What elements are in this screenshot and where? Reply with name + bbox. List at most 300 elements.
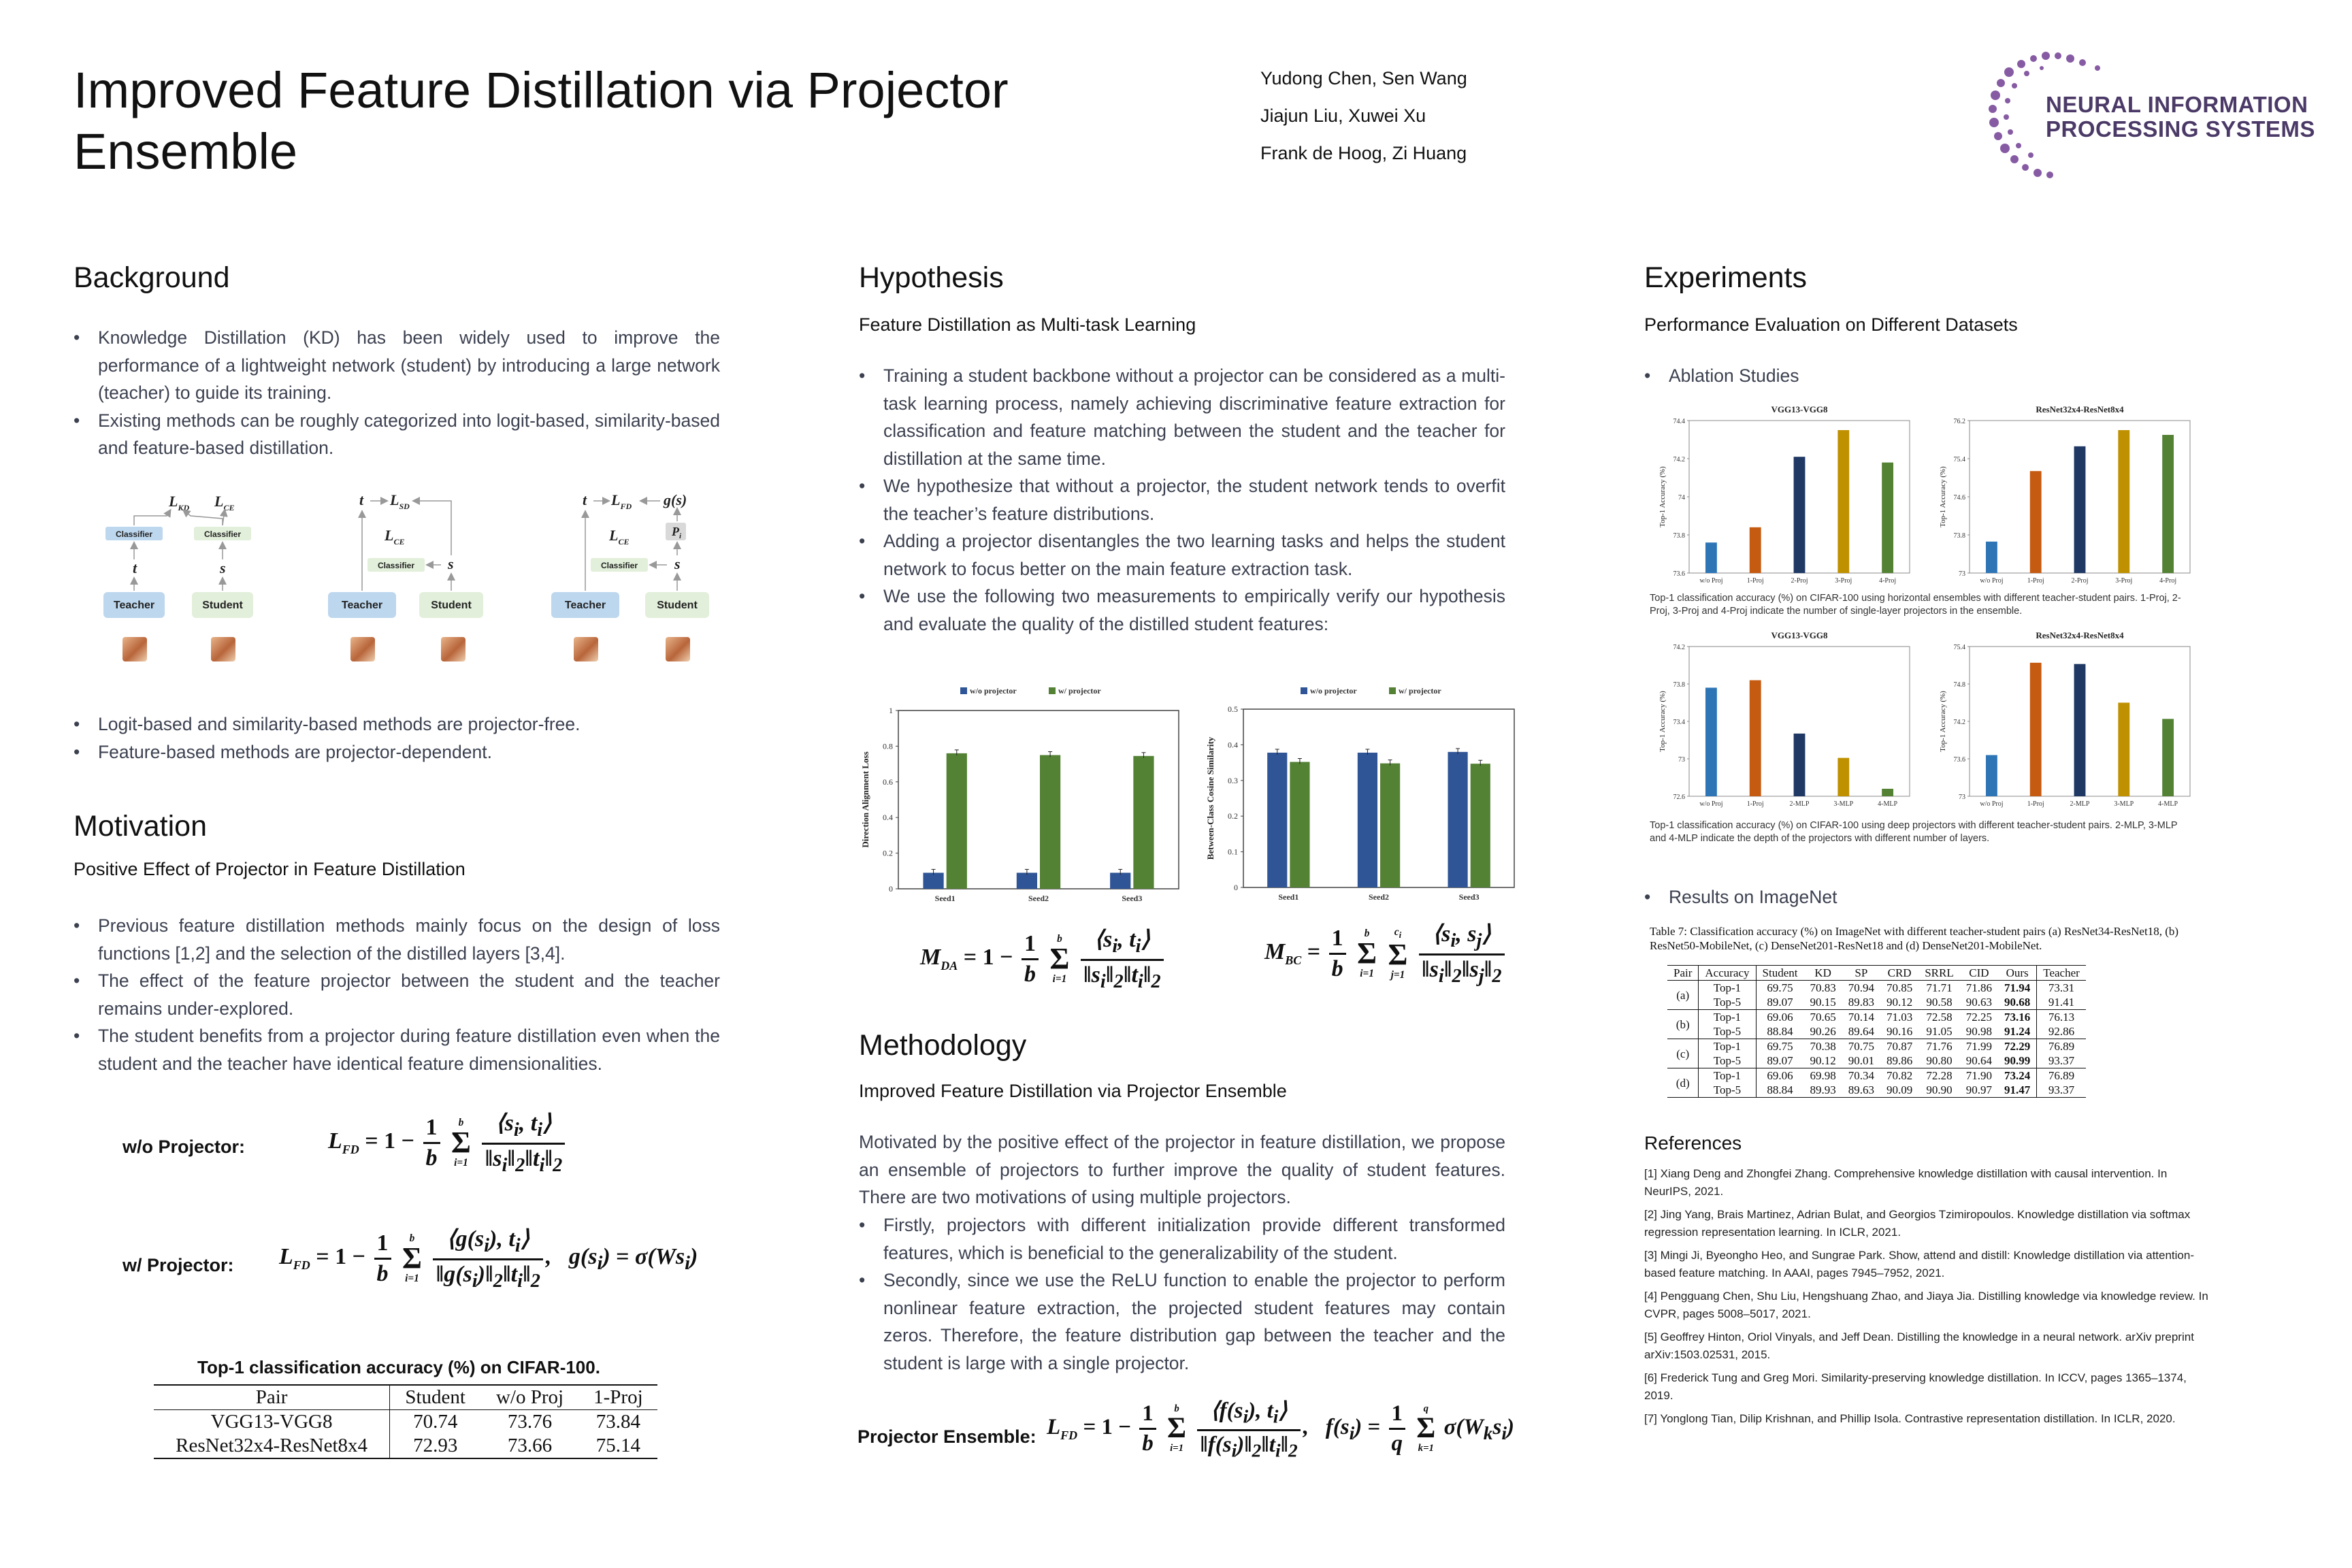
ablation-bullet bbox=[1644, 362, 2189, 390]
bar bbox=[1986, 755, 1997, 797]
y-tick-label: 74.2 bbox=[1953, 719, 1965, 726]
bar bbox=[1705, 688, 1717, 797]
l-kd-symbol: $L_{KD}$ bbox=[169, 493, 190, 512]
author-line: Jiajun Liu, Xuwei Xu bbox=[1260, 105, 1426, 126]
table-header: Student bbox=[390, 1385, 481, 1410]
table-cell: Top-1 bbox=[1699, 1010, 1756, 1025]
x-tick-label: Seed1 bbox=[934, 894, 956, 903]
w-projector-label: w/ Projector: bbox=[122, 1255, 234, 1275]
horizontal-ensemble-vgg-chart bbox=[1647, 402, 1919, 592]
table-header: SRRL bbox=[1918, 966, 1960, 981]
x-tick-label: Seed2 bbox=[1028, 894, 1049, 903]
x-tick-label: w/o Proj bbox=[1699, 577, 1723, 585]
x-tick-label: 2-Proj bbox=[2071, 577, 2089, 585]
bar bbox=[1110, 872, 1130, 889]
y-tick-label: 73 bbox=[1959, 794, 1965, 801]
motivation-subheading: Positive Effect of Projector in Feature Distillation bbox=[74, 859, 466, 879]
reference-item: [4] Pengguang Chen, Shu Liu, Hengshuang Zhao, and Jiaya Jia. Distilling knowledge via knowledge review. In CVPR, pages 5008–5017, 2021. bbox=[1644, 1290, 2208, 1320]
table-cell: Top-5 bbox=[1699, 995, 1756, 1010]
classifier-label: Classifier bbox=[600, 561, 638, 570]
chart-title: ResNet32x4-ResNet8x4 bbox=[2036, 404, 2124, 414]
l-ce-symbol: $L_{CE}$ bbox=[609, 527, 630, 546]
table-cell: 70.85 bbox=[1886, 981, 1913, 994]
table-cell: 92.86 bbox=[2037, 1024, 2086, 1039]
mda-equation: $M_{DA} = 1$ − $\frac{1}{b}$ b Σ i=1 $\frac{⟨s_i, t_i⟩}{‖s_i‖_2‖t_i‖_2}$ bbox=[920, 926, 1166, 993]
y-tick-label: 0.2 bbox=[1228, 811, 1238, 821]
list-item: • Feature-based methods are projector-dependent. bbox=[74, 738, 720, 766]
bar bbox=[1794, 457, 1806, 573]
table-cell: 89.93 bbox=[1803, 1083, 1842, 1098]
reference-item: [5] Geoffrey Hinton, Oriol Vinyals, and Jeff Dean. Distilling the knowledge in a neural network. arXiv preprint arXiv:1503.02531, 2015. bbox=[1644, 1330, 2194, 1361]
chart-title: ResNet32x4-ResNet8x4 bbox=[2036, 630, 2124, 640]
y-tick-label: 0.4 bbox=[883, 813, 893, 823]
table-row bbox=[1667, 1039, 2086, 1054]
y-tick-label: 74.8 bbox=[1953, 681, 1965, 689]
x-tick-label: Seed3 bbox=[1458, 892, 1480, 902]
table-header: Accuracy bbox=[1699, 966, 1756, 981]
table-header: Pair bbox=[154, 1385, 390, 1410]
table-cell: 93.37 bbox=[2037, 1054, 2086, 1068]
list-item: • Logit-based and similarity-based methods are projector-free. bbox=[74, 710, 720, 738]
methodology-intro: Motivated by the positive effect of the projector in feature distillation, we propose an ensemble of projectors to further improve the quality of student features. There are two motivations of using multiple projectors. bbox=[859, 1132, 1505, 1207]
table-cell: 70.83 bbox=[1810, 981, 1836, 994]
neurips-logo bbox=[1974, 44, 2328, 186]
table-header: Teacher bbox=[2037, 966, 2086, 981]
table-cell: 71.71 bbox=[1926, 981, 1953, 994]
background-heading: Background bbox=[74, 261, 230, 294]
w-projector-equation: $L_{FD} = 1$ − $\frac{1}{b}$ b Σ i=1 $\frac{⟨g(s_i), t_i⟩}{‖g(s_i)‖_2‖t_i‖_2}$ , $g(s_i) = \sigma(Ws_i)$ bbox=[279, 1226, 698, 1292]
cifar-table-title: Top-1 classification accuracy (%) on CIFAR-100. bbox=[197, 1357, 600, 1377]
chart-title: VGG13-VGG8 bbox=[1771, 630, 1828, 640]
table-cell: 90.26 bbox=[1803, 1024, 1842, 1039]
ablation-caption-2: Top-1 classification accuracy (%) on CIFAR-100 using deep projectors with different teacher-student pairs. 2-MLP, 3-MLP and 4-MLP indicate the depth of the projectors with different number of layers. bbox=[1650, 820, 2178, 844]
input-image-icon bbox=[122, 637, 147, 662]
y-tick-label: 74.2 bbox=[1673, 456, 1685, 463]
x-tick-label: 4-Proj bbox=[1879, 577, 1897, 585]
x-tick-label: 1-Proj bbox=[2027, 577, 2044, 585]
bar bbox=[2074, 664, 2086, 796]
table-cell: 91.47 bbox=[1998, 1083, 2037, 1098]
table-cell: 93.37 bbox=[2037, 1083, 2086, 1098]
list-item: • Knowledge Distillation (KD) has been widely used to improve the performance of a lightweight network (student) by introducing a large network (teacher) to guide its training. bbox=[74, 324, 720, 407]
y-tick-label: 74.4 bbox=[1673, 418, 1685, 425]
table-header: KD bbox=[1803, 966, 1842, 981]
teacher-label: Teacher bbox=[564, 600, 606, 611]
table-cell: 71.86 bbox=[1965, 981, 1992, 994]
table-row bbox=[1667, 1010, 2086, 1025]
table-cell: (d) bbox=[1667, 1068, 1699, 1098]
table-header: w/o Proj bbox=[480, 1385, 579, 1410]
legend-swatch bbox=[960, 687, 967, 694]
table-cell: 90.97 bbox=[1960, 1083, 1998, 1098]
x-tick-label: 4-MLP bbox=[1878, 800, 1898, 808]
bar bbox=[1471, 764, 1490, 887]
direction-alignment-chart bbox=[859, 681, 1186, 912]
table-cell: 90.12 bbox=[1880, 995, 1918, 1010]
x-tick-label: 2-MLP bbox=[1789, 800, 1810, 808]
list-item: • We use the following two measurements to empirically verify our hypothesis and evaluate the quality of the distilled student features: bbox=[859, 583, 1505, 638]
list-item: • Adding a projector disentangles the two learning tasks and helps the student network to focus better on the main feature extraction task. bbox=[859, 527, 1505, 583]
s-symbol: s bbox=[220, 559, 226, 576]
y-axis-label: Top-1 Accuracy (%) bbox=[1659, 691, 1667, 752]
l-sd-symbol: $L_{SD}$ bbox=[390, 491, 410, 511]
table-cell: 90.98 bbox=[1960, 1024, 1998, 1039]
table-row bbox=[1667, 995, 2086, 1010]
list-item: • Ablation Studies bbox=[1644, 362, 2189, 390]
logo-text: NEURAL INFORMATION PROCESSING SYSTEMS bbox=[2046, 92, 2315, 142]
table-cell: 70.75 bbox=[1848, 1040, 1874, 1053]
table-cell: 72.25 bbox=[1965, 1011, 1992, 1024]
bar bbox=[2162, 435, 2174, 573]
reference-list bbox=[1644, 1165, 2209, 1433]
table-cell: 88.84 bbox=[1756, 1024, 1803, 1039]
table-row bbox=[1667, 981, 2086, 996]
motivation-bullets bbox=[74, 912, 720, 1077]
list-item: • Previous feature distillation methods mainly focus on the design of loss functions [1,2] and the selection of the distilled layers [3,4]. bbox=[74, 912, 720, 967]
author-line: Frank de Hoog, Zi Huang bbox=[1260, 143, 1467, 163]
table-cell: Top-5 bbox=[1699, 1024, 1756, 1039]
table-cell: 89.86 bbox=[1880, 1054, 1918, 1068]
background-bullets bbox=[74, 324, 720, 462]
table-cell: 70.94 bbox=[1848, 981, 1874, 994]
y-tick-label: 73.6 bbox=[1673, 570, 1685, 578]
s-symbol: s bbox=[674, 555, 681, 572]
bar bbox=[1017, 872, 1037, 889]
cifar-accuracy-table bbox=[154, 1384, 657, 1459]
student-label: Student bbox=[657, 600, 698, 611]
y-tick-label: 0 bbox=[889, 884, 893, 894]
table-cell: (c) bbox=[1667, 1039, 1699, 1068]
table-cell: 89.83 bbox=[1842, 995, 1880, 1010]
background-bullets-2 bbox=[74, 710, 720, 766]
table-row bbox=[1667, 1068, 2086, 1083]
x-tick-label: 1-Proj bbox=[1746, 800, 1764, 808]
y-tick-label: 75.4 bbox=[1953, 644, 1965, 651]
poster-title: Improved Feature Distillation via Projector Ensemble bbox=[74, 62, 1009, 180]
teacher-label: Teacher bbox=[341, 600, 383, 611]
t-symbol: t bbox=[133, 559, 137, 576]
y-tick-label: 74.2 bbox=[1673, 644, 1685, 651]
table-cell: 90.15 bbox=[1803, 995, 1842, 1010]
table-cell: 69.75 bbox=[1767, 1040, 1793, 1053]
projector-ensemble-label: Projector Ensemble: bbox=[858, 1426, 1036, 1447]
t-symbol: t bbox=[359, 491, 364, 508]
x-tick-label: 3-Proj bbox=[1835, 577, 1852, 585]
table-cell: 90.68 bbox=[1998, 995, 2037, 1010]
y-tick-label: 0.3 bbox=[1228, 775, 1238, 785]
y-tick-label: 74.6 bbox=[1953, 494, 1965, 502]
legend-swatch bbox=[1049, 687, 1056, 694]
bar bbox=[2162, 719, 2174, 796]
bar bbox=[1794, 734, 1806, 796]
table-row bbox=[1667, 1054, 2086, 1068]
table-cell: 90.90 bbox=[1918, 1083, 1960, 1098]
table-cell: 70.87 bbox=[1886, 1040, 1913, 1053]
table-cell: 90.64 bbox=[1960, 1054, 1998, 1068]
table-cell: 91.24 bbox=[1998, 1024, 2037, 1039]
y-tick-label: 73.8 bbox=[1673, 532, 1685, 540]
wo-projector-equation: $L_{FD} = 1$ − $\frac{1}{b}$ b Σ i=1 $\frac{⟨s_i, t_i⟩}{‖s_i‖_2‖t_i‖_2}$ bbox=[328, 1109, 568, 1177]
deep-projector-vgg-chart bbox=[1647, 627, 1919, 815]
y-axis-label: Top-1 Accuracy (%) bbox=[1659, 466, 1667, 527]
y-axis-label: Top-1 Accuracy (%) bbox=[1939, 466, 1947, 527]
table-cell: 69.06 bbox=[1767, 1011, 1793, 1024]
table-cell: 76.89 bbox=[2048, 1040, 2075, 1053]
list-item: • Results on ImageNet bbox=[1644, 883, 2189, 911]
bar bbox=[1986, 542, 1997, 573]
x-tick-label: 4-Proj bbox=[2159, 577, 2177, 585]
hypothesis-subheading: Feature Distillation as Multi-task Learning bbox=[859, 314, 1196, 335]
x-tick-label: 3-MLP bbox=[1833, 800, 1854, 808]
x-tick-label: Seed3 bbox=[1122, 894, 1143, 903]
s-symbol: s bbox=[448, 555, 454, 572]
table-cell: 90.58 bbox=[1918, 995, 1960, 1010]
reference-item: [6] Frederick Tung and Greg Mori. Similarity-preserving knowledge distillation. In ICCV, pages 1365–1374, 2019. bbox=[1644, 1371, 2187, 1402]
table-cell: 90.16 bbox=[1880, 1024, 1918, 1039]
table-cell: 71.03 bbox=[1886, 1011, 1913, 1024]
classifier-label: Classifier bbox=[115, 529, 153, 539]
bar bbox=[1838, 430, 1849, 573]
table-cell: 70.38 bbox=[1810, 1040, 1836, 1053]
y-tick-label: 73 bbox=[1678, 756, 1685, 764]
reference-item: [2] Jing Yang, Brais Martinez, Adrian Bulat, and Georgios Tzimiropoulos. Knowledge distillation via softmax regression representation learning. In ICLR, 2021. bbox=[1644, 1208, 2191, 1239]
input-image-icon bbox=[441, 637, 466, 662]
y-tick-label: 0.2 bbox=[883, 848, 893, 858]
x-tick-label: 1-Proj bbox=[1746, 577, 1764, 585]
kd-methods-diagram bbox=[95, 485, 721, 668]
table-cell: 72.28 bbox=[1926, 1069, 1953, 1082]
y-axis-label: Between-Class Cosine Similarity bbox=[1205, 736, 1215, 860]
table-cell: (b) bbox=[1667, 1010, 1699, 1039]
list-item: • We hypothesize that without a projector, the student network tends to overfit the teacher’s feature distributions. bbox=[859, 472, 1505, 527]
bar bbox=[1750, 527, 1761, 573]
table-header-row bbox=[1667, 966, 2086, 981]
table-cell: 90.09 bbox=[1880, 1083, 1918, 1098]
x-tick-label: 4-MLP bbox=[2158, 800, 2178, 808]
x-tick-label: 3-MLP bbox=[2114, 800, 2134, 808]
y-axis-label: Direction Alignment Loss bbox=[860, 751, 870, 848]
y-tick-label: 0.1 bbox=[1228, 847, 1238, 857]
y-tick-label: 76.2 bbox=[1953, 418, 1965, 425]
x-tick-label: 2-Proj bbox=[1791, 577, 1808, 585]
teacher-label: Teacher bbox=[113, 600, 155, 611]
horizontal-ensemble-resnet-chart bbox=[1927, 402, 2200, 592]
input-image-icon bbox=[211, 637, 235, 662]
deep-projector-resnet-chart bbox=[1927, 627, 2200, 815]
y-tick-label: 73.6 bbox=[1953, 756, 1965, 764]
between-class-similarity-chart bbox=[1201, 681, 1521, 912]
x-tick-label: 3-Proj bbox=[2115, 577, 2133, 585]
y-tick-label: 74 bbox=[1678, 494, 1685, 502]
table-cell: 69.98 bbox=[1810, 1069, 1836, 1082]
table-cell: 73.31 bbox=[2048, 981, 2075, 994]
motivation-heading: Motivation bbox=[74, 810, 207, 843]
bar bbox=[947, 753, 967, 889]
methodology-subheading: Improved Feature Distillation via Projector Ensemble bbox=[859, 1081, 1287, 1101]
student-label: Student bbox=[431, 600, 472, 611]
bar bbox=[2118, 430, 2129, 573]
legend-swatch bbox=[1301, 687, 1307, 694]
table-header: 1-Proj bbox=[579, 1385, 657, 1410]
bar bbox=[923, 872, 943, 889]
table-header: Pair bbox=[1667, 966, 1699, 981]
table-cell: 88.84 bbox=[1756, 1083, 1803, 1098]
experiments-heading: Experiments bbox=[1644, 261, 1807, 294]
hypothesis-heading: Hypothesis bbox=[859, 261, 1004, 294]
table-cell: 90.99 bbox=[1998, 1054, 2037, 1068]
l-ce-symbol: $L_{CE}$ bbox=[214, 493, 235, 512]
legend-label: w/o projector bbox=[1310, 686, 1357, 696]
bar bbox=[2074, 446, 2086, 573]
x-tick-label: 2-MLP bbox=[2070, 800, 2090, 808]
table-cell: 70.65 bbox=[1810, 1011, 1836, 1024]
list-item: • The student benefits from a projector during feature distillation even when the student and the teacher have identical feature dimensionalities. bbox=[74, 1022, 720, 1077]
table-cell: 89.64 bbox=[1842, 1024, 1880, 1039]
x-tick-label: w/o Proj bbox=[1699, 800, 1723, 808]
x-tick-label: w/o Proj bbox=[1980, 577, 2004, 585]
table-header: CID bbox=[1960, 966, 1998, 981]
hypothesis-bullets bbox=[859, 362, 1505, 638]
table-row bbox=[1667, 1024, 2086, 1039]
table-cell: 69.75 bbox=[1767, 981, 1793, 994]
table-cell: Top-1 bbox=[1699, 1039, 1756, 1054]
bar bbox=[1448, 752, 1467, 887]
projector-symbol: $P_i$ bbox=[672, 525, 682, 540]
table-row: VGG13-VGG8 70.74 73.76 73.84 bbox=[154, 1410, 657, 1435]
table-cell: 89.07 bbox=[1756, 995, 1803, 1010]
bar bbox=[1882, 463, 1893, 573]
experiments-subheading: Performance Evaluation on Different Datasets bbox=[1644, 314, 2018, 335]
references-heading: References bbox=[1644, 1132, 1742, 1154]
y-axis-label: Top-1 Accuracy (%) bbox=[1939, 691, 1947, 752]
bar bbox=[2030, 471, 2042, 573]
table-cell: 90.01 bbox=[1842, 1054, 1880, 1068]
table-row: ResNet32x4-ResNet8x4 72.93 73.66 75.14 bbox=[154, 1434, 657, 1458]
methodology-bullets bbox=[859, 1211, 1505, 1377]
wo-projector-label: w/o Projector: bbox=[122, 1137, 246, 1157]
table-cell: 90.12 bbox=[1803, 1054, 1842, 1068]
table-cell: 71.76 bbox=[1926, 1040, 1953, 1053]
x-tick-label: w/o Proj bbox=[1980, 800, 2004, 808]
table-cell: Top-1 bbox=[1699, 1068, 1756, 1083]
bar bbox=[1358, 753, 1377, 887]
legend-label: w/ projector bbox=[1399, 686, 1441, 696]
table-cell: 73.16 bbox=[1998, 1010, 2037, 1025]
y-tick-label: 73.8 bbox=[1673, 681, 1685, 689]
bar bbox=[1040, 755, 1060, 889]
y-tick-label: 0.5 bbox=[1228, 704, 1238, 714]
l-ce-symbol: $L_{CE}$ bbox=[385, 527, 405, 546]
bar bbox=[1380, 764, 1400, 887]
methodology-heading: Methodology bbox=[859, 1029, 1027, 1062]
table-cell: 71.99 bbox=[1965, 1040, 1992, 1053]
y-tick-label: 0.8 bbox=[883, 741, 893, 751]
table-cell: 70.14 bbox=[1848, 1011, 1874, 1024]
bar bbox=[1133, 756, 1154, 889]
list-item: • Secondly, since we use the ReLU function to enable the projector to perform nonlinear feature extraction, the projected student features may contain zeros. Therefore, the feature distribution gap between the teacher and the student is large with a single projector. bbox=[859, 1267, 1505, 1377]
reference-item: [1] Xiang Deng and Zhongfei Zhang. Comprehensive knowledge distillation with causal intervention. In NeurIPS, 2021. bbox=[1644, 1167, 2168, 1198]
input-image-icon bbox=[574, 637, 598, 662]
classifier-label: Classifier bbox=[203, 529, 242, 539]
table-header: CRD bbox=[1880, 966, 1918, 981]
imagenet-results-table bbox=[1667, 965, 2086, 1098]
y-tick-label: 75.4 bbox=[1953, 456, 1965, 463]
bar bbox=[1838, 758, 1849, 796]
imagenet-bullet bbox=[1644, 883, 2189, 911]
table-cell: 89.07 bbox=[1756, 1054, 1803, 1068]
table-header: Student bbox=[1756, 966, 1803, 981]
legend-swatch bbox=[1389, 687, 1396, 694]
table-cell: 90.63 bbox=[1960, 995, 1998, 1010]
chart-title: VGG13-VGG8 bbox=[1771, 404, 1828, 414]
l-fd-symbol: $L_{FD}$ bbox=[611, 491, 632, 511]
x-tick-label: Seed2 bbox=[1369, 892, 1389, 902]
table-cell: 91.41 bbox=[2037, 995, 2086, 1010]
student-label: Student bbox=[202, 600, 243, 611]
bar bbox=[1705, 542, 1717, 573]
list-item: • The effect of the feature projector between the student and the teacher remains under-explored. bbox=[74, 967, 720, 1022]
bar bbox=[1750, 681, 1761, 797]
t-symbol: t bbox=[583, 491, 587, 508]
bar bbox=[2118, 703, 2129, 797]
table-cell: Top-1 bbox=[1699, 981, 1756, 996]
table-cell: 76.89 bbox=[2048, 1069, 2075, 1082]
table-cell: 71.90 bbox=[1965, 1069, 1992, 1082]
input-image-icon bbox=[666, 637, 690, 662]
reference-item: [7] Yonglong Tian, Dilip Krishnan, and Phillip Isola. Contrastive representation distillation. In ICLR, 2020. bbox=[1644, 1412, 2176, 1425]
y-tick-label: 73.4 bbox=[1673, 719, 1685, 726]
y-tick-label: 1 bbox=[889, 706, 893, 715]
input-image-icon bbox=[350, 637, 375, 662]
list-item: • Training a student backbone without a projector can be considered as a multi-task learning process, namely achieving discriminative feature extraction for classification and feature matching between the student and the teacher for distillation at the same time. bbox=[859, 362, 1505, 472]
table-cell: 70.82 bbox=[1886, 1069, 1913, 1082]
y-tick-label: 73 bbox=[1959, 570, 1965, 578]
list-item: • Existing methods can be roughly categorized into logit-based, similarity-based and feature-based distillation. bbox=[74, 407, 720, 462]
y-tick-label: 73.8 bbox=[1953, 532, 1965, 540]
mbc-equation: $M_{BC}$ = $\frac{1}{b}$ b Σ i=1 $c_i$ Σ j=1 $\frac{⟨s_i, s_j⟩}{‖s_i‖_2‖s_j‖_2}$ bbox=[1264, 920, 1507, 987]
table-cell: 90.80 bbox=[1918, 1054, 1960, 1068]
table-cell: 76.13 bbox=[2048, 1011, 2075, 1024]
table-cell: (a) bbox=[1667, 981, 1699, 1010]
table7-caption: Table 7: Classification accuracy (%) on ImageNet with different teacher-student pairs (a) ResNet34-ResNet18, (b) ResNet50-MobileNet, (c) DenseNet201-ResNet18 and (d) DenseNet201-MobileNet. bbox=[1650, 925, 2179, 952]
author-list bbox=[1260, 60, 1467, 172]
bar bbox=[1290, 762, 1309, 887]
y-tick-label: 0 bbox=[1234, 883, 1238, 892]
projector-ensemble-equation: $L_{FD} = 1$ − $\frac{1}{b}$ b Σ i=1 $\frac{⟨f(s_i), t_i⟩}{‖f(s_i)‖_2‖t_i‖_2}$ , $f(s_i)$ = $\frac{1}{q}$ q Σ k=1 $\sigma(W_ks_i)$ bbox=[1047, 1399, 1514, 1461]
y-tick-label: 0.4 bbox=[1228, 740, 1238, 750]
bar bbox=[2030, 663, 2042, 796]
table-header: SP bbox=[1842, 966, 1880, 981]
table-cell: 72.58 bbox=[1926, 1011, 1953, 1024]
bar bbox=[1882, 789, 1893, 796]
table-cell: Top-5 bbox=[1699, 1083, 1756, 1098]
legend-label: w/o projector bbox=[970, 686, 1017, 696]
table-cell: Top-5 bbox=[1699, 1054, 1756, 1068]
table-cell: 73.24 bbox=[1998, 1068, 2037, 1083]
table-row bbox=[1667, 1083, 2086, 1098]
reference-item: [3] Mingi Ji, Byeongho Heo, and Sungrae Park. Show, attend and distill: Knowledge distillation via attention-based feature matching. In AAAI, pages 7945–7952, 2021. bbox=[1644, 1249, 2194, 1279]
legend-label: w/ projector bbox=[1058, 686, 1101, 696]
bar bbox=[1267, 753, 1287, 887]
table-cell: 91.05 bbox=[1918, 1024, 1960, 1039]
table-header: Ours bbox=[1998, 966, 2037, 981]
gs-symbol: g(s) bbox=[664, 491, 687, 508]
list-item: • Firstly, projectors with different initialization provide different transformed features, which is beneficial to the generalizability of the student. bbox=[859, 1211, 1505, 1267]
table-cell: 89.63 bbox=[1842, 1083, 1880, 1098]
ablation-caption-1: Top-1 classification accuracy (%) on CIFAR-100 using horizontal ensembles with different teacher-student pairs. 1-Proj, 2-Proj, 3-Proj and 4-Proj indicate the number of single-layer projectors in the ensemble. bbox=[1650, 593, 2181, 617]
author-line: Yudong Chen, Sen Wang bbox=[1260, 68, 1467, 88]
table-cell: 72.29 bbox=[1998, 1039, 2037, 1054]
